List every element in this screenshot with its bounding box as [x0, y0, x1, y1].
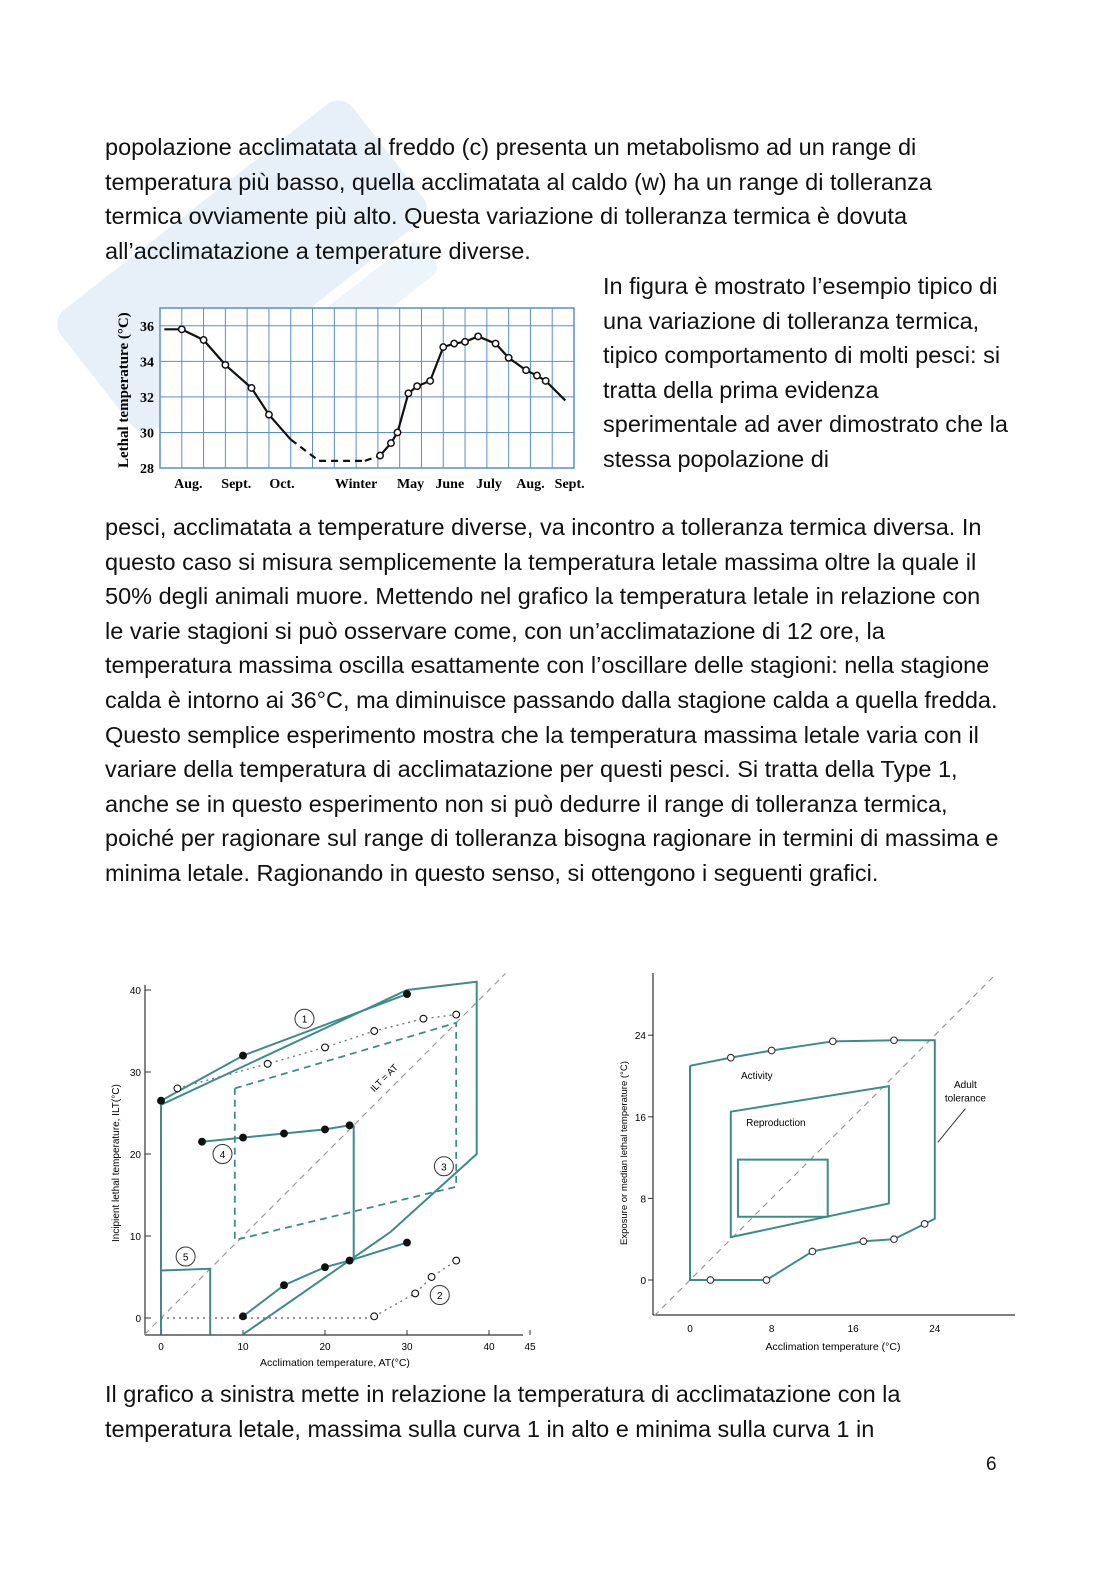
- x-tick-label: 24: [929, 1324, 941, 1335]
- x-tick-label: 0: [687, 1324, 693, 1335]
- data-point: [222, 362, 228, 368]
- x-axis-label: Acclimation temperature, AT(°C): [260, 1357, 410, 1369]
- paragraph-2: In figura è mostrato l’esempio tipico di una variazione di tolleranza termica, tipico comportamento di molti pesci: si tratta della prima evidenza sperimentale ad aver dimostrato che la stessa popolazione di: [603, 273, 1008, 472]
- activity-region: [731, 1086, 889, 1237]
- x-tick-label: 8: [768, 1324, 775, 1335]
- data-point: [728, 1054, 735, 1061]
- diagonal-label: ILT = AT: [368, 1062, 401, 1095]
- data-point: [240, 1313, 247, 1320]
- y-tick-label: 36: [140, 319, 154, 335]
- y-axis-label: Exposure or median lethal temperature (°C): [619, 1061, 630, 1245]
- x-tick-label: May: [396, 477, 425, 492]
- x-tick-label: Sept.: [554, 477, 585, 492]
- data-point: [404, 1239, 411, 1246]
- data-point: [199, 1138, 206, 1145]
- data-point: [440, 344, 446, 350]
- curve-number-label: 1: [301, 1014, 308, 1026]
- data-point: [542, 378, 548, 384]
- data-point: [371, 1028, 378, 1035]
- x-tick-label: Aug.: [516, 477, 545, 492]
- data-point: [414, 383, 420, 389]
- x-tick-label: July: [476, 477, 502, 492]
- data-point: [264, 1060, 271, 1067]
- polygon-1: [161, 982, 477, 1335]
- data-point: [377, 452, 383, 458]
- data-point: [240, 1134, 247, 1141]
- data-point: [505, 355, 511, 361]
- y-tick-label: 34: [140, 355, 154, 371]
- data-point: [860, 1238, 867, 1245]
- region-label-adult-tolerance: tolerance: [944, 1093, 986, 1105]
- data-point: [158, 1097, 165, 1104]
- data-point: [281, 1282, 288, 1289]
- data-point: [266, 411, 272, 417]
- series-line: [177, 1015, 456, 1089]
- reproduction-region: [738, 1160, 828, 1217]
- tolerance-regions: [654, 974, 996, 1316]
- callout-line: [938, 1109, 966, 1143]
- data-point: [768, 1047, 775, 1054]
- data-point: [492, 340, 498, 346]
- x-tick-label: 16: [847, 1324, 859, 1335]
- data-point: [523, 367, 529, 373]
- diagonal-line: [654, 974, 996, 1316]
- x-tick-label: Oct.: [269, 477, 295, 492]
- paragraph-1: popolazione acclimatata al freddo (c) presenta un metabolismo ad un range di temperatura più basso, quella acclimatata al caldo (w) ha un range di tolleranza termica ovviamente più alto. Questa variazione di tolleranza termica è dovuta all’acclimatazione a temperature diverse.: [105, 134, 932, 264]
- data-point: [427, 378, 433, 384]
- data-point: [322, 1126, 329, 1133]
- curve-number-label: 2: [437, 1291, 443, 1303]
- y-tick-label: 30: [129, 1068, 141, 1079]
- series-line: [243, 1243, 407, 1317]
- data-point: [475, 333, 481, 339]
- region-label-activity: Activity: [741, 1071, 773, 1083]
- x-tick-label: 20: [319, 1342, 331, 1353]
- region-label-adult-tolerance: Adult: [954, 1080, 977, 1092]
- tolerance-polygons: [145, 974, 506, 1335]
- adult-tolerance-chart: [610, 965, 1030, 1365]
- y-tick-label: 40: [129, 986, 141, 997]
- data-point: [371, 1313, 378, 1320]
- data-point: [281, 1130, 288, 1137]
- data-point: [200, 337, 206, 343]
- y-axis-label: Incipient lethal temperature, ILT(°C): [111, 1084, 122, 1242]
- y-axis-label: Lethal temperature (°C): [116, 312, 132, 468]
- y-tick-label: 0: [135, 1314, 141, 1325]
- data-point: [346, 1257, 353, 1264]
- data-point: [534, 372, 540, 378]
- polygon-5: [161, 1269, 210, 1335]
- data-point: [174, 1085, 181, 1092]
- data-point: [453, 1011, 460, 1018]
- x-tick-label: June: [435, 477, 465, 492]
- y-tick-label: 24: [634, 1031, 646, 1043]
- incipient-lethal-temperature-chart: [105, 970, 545, 1375]
- data-point: [179, 326, 185, 332]
- data-point: [451, 340, 457, 346]
- curve-number-label: 4: [219, 1150, 226, 1161]
- y-tick-label: 28: [140, 462, 154, 477]
- data-point: [453, 1257, 460, 1264]
- x-tick-label: Aug.: [174, 477, 203, 492]
- x-axis-label: Acclimation temperature (°C): [765, 1341, 901, 1353]
- x-tick-label: 40: [483, 1342, 495, 1353]
- data-point: [830, 1038, 837, 1045]
- data-point: [388, 440, 394, 446]
- data-point: [809, 1248, 816, 1255]
- data-point: [462, 339, 468, 345]
- y-tick-label: 0: [640, 1276, 646, 1287]
- y-tick-label: 16: [634, 1112, 646, 1124]
- y-tick-label: 20: [129, 1150, 141, 1161]
- region-label-reproduction: Reproduction: [746, 1117, 806, 1129]
- x-tick-label: 0: [158, 1342, 164, 1353]
- data-point: [428, 1274, 435, 1281]
- y-tick-label: 30: [140, 426, 154, 442]
- x-tick-label: 45: [524, 1342, 536, 1353]
- x-tick-labels: [174, 477, 584, 492]
- axis-ticks: [130, 986, 536, 1353]
- curve-number-label: 5: [182, 1252, 189, 1264]
- data-point: [405, 390, 411, 396]
- data-point: [763, 1277, 770, 1284]
- y-tick-label: 10: [129, 1232, 141, 1243]
- curve-number-label: 3: [441, 1162, 447, 1174]
- x-tick-label: 10: [237, 1342, 249, 1353]
- data-point: [404, 991, 411, 998]
- y-tick-labels: [140, 320, 154, 477]
- data-point: [394, 429, 400, 435]
- data-point: [891, 1236, 898, 1243]
- data-point: [420, 1015, 427, 1022]
- data-point: [891, 1037, 898, 1044]
- paragraph-3: pesci, acclimatata a temperature diverse, va incontro a tolleranza termica diversa. In questo caso si misura semplicemente la temperatura letale massima oltre la quale il 50% degli animali muore. Mettendo nel grafico la temperatura letale in relazione con le varie stagioni si può osservare come, con un’acclimatazione di 12 ore, la temperatura massima oscilla esattamente con l’oscillare delle stagioni: nella stagione calda è intorno ai 36°C, ma diminuisce passando dalla stagione calda a quella fredda. Questo semplice esperimento mostra che la temperatura massima letale varia con il variare della temperatura di acclimatazione per questi pesci. Si tratta della Type 1, anche se in questo esperimento non si può dedurre il range di tolleranza termica, poiché per ragionare sul range di tolleranza bisogna ragionare in termini di massima e minima letale. Ragionando in questo senso, si ottengono i seguenti grafici.: [105, 514, 999, 886]
- data-point: [322, 1264, 329, 1271]
- y-tick-label: 32: [140, 390, 154, 406]
- page-number: 6: [986, 1454, 997, 1475]
- data-point: [707, 1277, 714, 1284]
- data-point: [240, 1052, 247, 1059]
- data-point: [346, 1122, 353, 1129]
- data-point: [921, 1221, 928, 1228]
- data-point: [322, 1044, 329, 1051]
- data-point: [248, 385, 254, 391]
- y-tick-label: 8: [640, 1194, 646, 1206]
- x-tick-label: Sept.: [221, 477, 252, 492]
- data-point: [412, 1290, 419, 1297]
- x-tick-label: 30: [401, 1342, 413, 1353]
- x-tick-label: Winter: [334, 477, 378, 492]
- paragraph-4: Il grafico a sinistra mette in relazione la temperatura di acclimatazione con la temperatura letale, massima sulla curva 1 in alto e minima sulla curva 1 in: [105, 1381, 901, 1442]
- lethal-temperature-seasonal-chart: [108, 290, 588, 500]
